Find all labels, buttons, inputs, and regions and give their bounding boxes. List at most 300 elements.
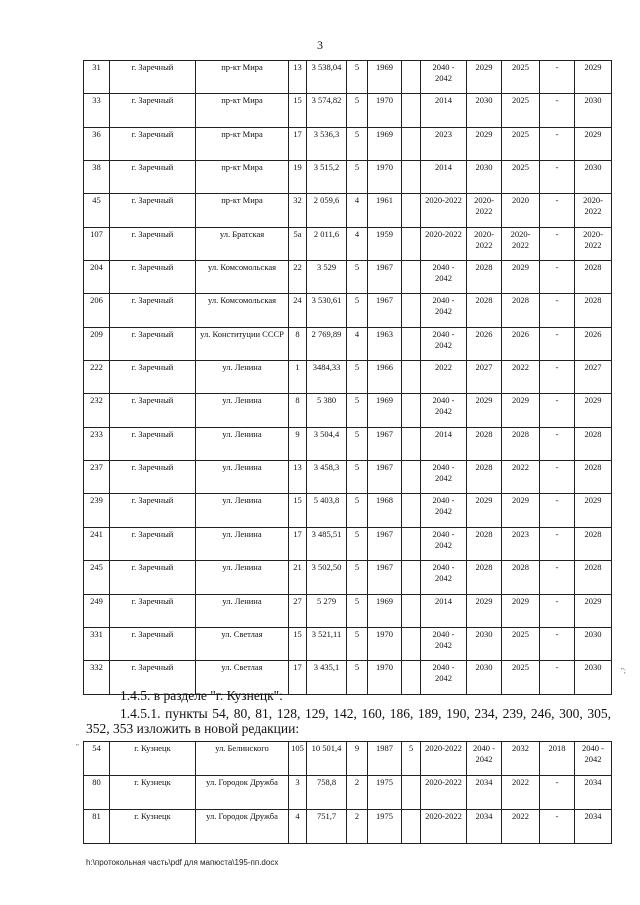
cell-row-number: 206 xyxy=(84,294,110,327)
cell-engineering-year: 2028 xyxy=(502,561,540,594)
cell-area: 3 521,11 xyxy=(307,627,347,660)
cell-area: 2 769,89 xyxy=(307,327,347,360)
cell-area: 2 059,6 xyxy=(307,194,347,227)
cell-area: 5 279 xyxy=(307,594,347,627)
cell-floors: 5 xyxy=(347,427,368,460)
cell-floors: 4 xyxy=(347,227,368,260)
cell-street: ул. Ленина xyxy=(196,494,289,527)
cell-roof-year: 2030 xyxy=(467,627,502,660)
cell-row-number: 38 xyxy=(84,161,110,194)
cell-roof-year: 2020-2022 xyxy=(467,194,502,227)
cell-house-number: 32 xyxy=(289,194,307,227)
table-row xyxy=(84,161,612,194)
cell-roof-year: 2028 xyxy=(467,427,502,460)
cell-area: 3 502,50 xyxy=(307,561,347,594)
cell-floors: 5 xyxy=(347,161,368,194)
cell-year-built: 1966 xyxy=(368,361,402,394)
cell-area: 3 485,51 xyxy=(307,527,347,560)
cell-street: ул. Ленина xyxy=(196,527,289,560)
cell-year-built: 1968 xyxy=(368,494,402,527)
table-row xyxy=(84,94,612,127)
cell-street: ул. Белинского xyxy=(196,742,289,776)
table-row xyxy=(84,561,612,594)
cell-facade-year: 2028 xyxy=(575,527,612,560)
cell-extra xyxy=(402,161,421,194)
cell-lift-year: - xyxy=(540,627,575,660)
cell-city: г. Заречный xyxy=(110,527,196,560)
cell-house-number: 3 xyxy=(289,776,307,810)
cell-area: 3 536,3 xyxy=(307,127,347,160)
cell-year-built: 1969 xyxy=(368,127,402,160)
cell-overhaul-period: 2040 - 2042 xyxy=(421,461,467,494)
cell-lift-year: - xyxy=(540,361,575,394)
cell-roof-year: 2020-2022 xyxy=(467,227,502,260)
cell-facade-year: 2028 xyxy=(575,561,612,594)
cell-city: г. Заречный xyxy=(110,161,196,194)
cell-year-built: 1987 xyxy=(368,742,402,776)
cell-overhaul-period: 2040 - 2042 xyxy=(421,627,467,660)
table-row xyxy=(84,327,612,360)
cell-street: ул. Комсомольская xyxy=(196,294,289,327)
cell-year-built: 1975 xyxy=(368,776,402,810)
cell-row-number: 232 xyxy=(84,394,110,427)
cell-floors: 9 xyxy=(347,742,368,776)
cell-row-number: 209 xyxy=(84,327,110,360)
cell-area: 3 574,82 xyxy=(307,94,347,127)
cell-overhaul-period: 2040 - 2042 xyxy=(421,561,467,594)
cell-row-number: 80 xyxy=(84,776,110,810)
cell-row-number: 222 xyxy=(84,361,110,394)
cell-floors: 5 xyxy=(347,594,368,627)
cell-extra xyxy=(402,327,421,360)
cell-floors: 5 xyxy=(347,94,368,127)
cell-lift-year: - xyxy=(540,494,575,527)
cell-overhaul-period: 2020-2022 xyxy=(421,742,467,776)
cell-city: г. Заречный xyxy=(110,427,196,460)
table-row xyxy=(84,810,612,844)
cell-engineering-year: 2029 xyxy=(502,261,540,294)
cell-city: г. Заречный xyxy=(110,661,196,694)
cell-area: 3 458,3 xyxy=(307,461,347,494)
footer-file-path: h:\протокольная часть\pdf для мапюста\195-пп.docx xyxy=(86,858,279,867)
cell-overhaul-period: 2040 - 2042 xyxy=(421,394,467,427)
cell-facade-year: 2040 - 2042 xyxy=(575,742,612,776)
cell-house-number: 22 xyxy=(289,261,307,294)
cell-lift-year: - xyxy=(540,810,575,844)
cell-roof-year: 2040 - 2042 xyxy=(467,742,502,776)
cell-engineering-year: 2020 xyxy=(502,194,540,227)
cell-extra xyxy=(402,527,421,560)
cell-extra xyxy=(402,361,421,394)
cell-facade-year: 2029 xyxy=(575,594,612,627)
table-row xyxy=(84,394,612,427)
section-paragraph: 1.4.5.1. пункты 54, 80, 81, 128, 129, 142, 160, 186, 189, 190, 234, 239, 246, 300, 305, 352, 353 изложить в новой редакции: xyxy=(86,706,611,736)
cell-engineering-year: 2029 xyxy=(502,494,540,527)
cell-city: г. Заречный xyxy=(110,627,196,660)
cell-facade-year: 2034 xyxy=(575,776,612,810)
opening-quote-mark: " xyxy=(76,743,79,751)
cell-facade-year: 2028 xyxy=(575,261,612,294)
cell-extra xyxy=(402,461,421,494)
table-row xyxy=(84,627,612,660)
cell-roof-year: 2029 xyxy=(467,594,502,627)
cell-street: ул. Ленина xyxy=(196,461,289,494)
cell-engineering-year: 2025 xyxy=(502,127,540,160)
cell-city: г. Заречный xyxy=(110,194,196,227)
table-row xyxy=(84,194,612,227)
cell-roof-year: 2028 xyxy=(467,261,502,294)
table-row xyxy=(84,61,612,94)
cell-street: ул. Ленина xyxy=(196,594,289,627)
cell-house-number: 17 xyxy=(289,527,307,560)
cell-roof-year: 2029 xyxy=(467,61,502,94)
cell-floors: 2 xyxy=(347,810,368,844)
cell-floors: 5 xyxy=(347,261,368,294)
table-row xyxy=(84,261,612,294)
cell-house-number: 8 xyxy=(289,327,307,360)
cell-floors: 5 xyxy=(347,527,368,560)
cell-roof-year: 2030 xyxy=(467,161,502,194)
cell-roof-year: 2026 xyxy=(467,327,502,360)
cell-row-number: 237 xyxy=(84,461,110,494)
table-row xyxy=(84,527,612,560)
cell-facade-year: 2030 xyxy=(575,661,612,694)
cell-street: ул. Ленина xyxy=(196,427,289,460)
cell-house-number: 5а xyxy=(289,227,307,260)
cell-extra xyxy=(402,94,421,127)
cell-city: г. Кузнецк xyxy=(110,742,196,776)
table-row xyxy=(84,361,612,394)
cell-lift-year: - xyxy=(540,61,575,94)
cell-row-number: 54 xyxy=(84,742,110,776)
cell-row-number: 249 xyxy=(84,594,110,627)
cell-area: 3 515,2 xyxy=(307,161,347,194)
cell-area: 758,8 xyxy=(307,776,347,810)
cell-city: г. Заречный xyxy=(110,594,196,627)
cell-roof-year: 2029 xyxy=(467,127,502,160)
cell-overhaul-period: 2040 - 2042 xyxy=(421,327,467,360)
cell-engineering-year: 2032 xyxy=(502,742,540,776)
cell-house-number: 17 xyxy=(289,661,307,694)
cell-engineering-year: 2025 xyxy=(502,661,540,694)
cell-street: ул. Ленина xyxy=(196,394,289,427)
cell-lift-year: - xyxy=(540,127,575,160)
cell-roof-year: 2030 xyxy=(467,661,502,694)
closing-quote-mark: "; xyxy=(621,667,626,675)
cell-city: г. Заречный xyxy=(110,361,196,394)
cell-roof-year: 2028 xyxy=(467,561,502,594)
cell-engineering-year: 2028 xyxy=(502,427,540,460)
table-row xyxy=(84,494,612,527)
cell-overhaul-period: 2022 xyxy=(421,361,467,394)
cell-house-number: 4 xyxy=(289,810,307,844)
cell-year-built: 1969 xyxy=(368,594,402,627)
cell-facade-year: 2030 xyxy=(575,161,612,194)
cell-lift-year: - xyxy=(540,461,575,494)
cell-floors: 5 xyxy=(347,394,368,427)
cell-facade-year: 2034 xyxy=(575,810,612,844)
cell-overhaul-period: 2020-2022 xyxy=(421,776,467,810)
cell-lift-year: - xyxy=(540,327,575,360)
cell-overhaul-period: 2040 - 2042 xyxy=(421,494,467,527)
cell-row-number: 331 xyxy=(84,627,110,660)
cell-extra xyxy=(402,810,421,844)
cell-house-number: 9 xyxy=(289,427,307,460)
cell-overhaul-period: 2023 xyxy=(421,127,467,160)
cell-extra xyxy=(402,627,421,660)
cell-engineering-year: 2025 xyxy=(502,61,540,94)
cell-roof-year: 2028 xyxy=(467,294,502,327)
cell-facade-year: 2020-2022 xyxy=(575,227,612,260)
cell-row-number: 204 xyxy=(84,261,110,294)
table-row xyxy=(84,742,612,776)
cell-facade-year: 2020-2022 xyxy=(575,194,612,227)
cell-house-number: 21 xyxy=(289,561,307,594)
cell-year-built: 1970 xyxy=(368,661,402,694)
cell-lift-year: 2018 xyxy=(540,742,575,776)
cell-year-built: 1975 xyxy=(368,810,402,844)
cell-house-number: 8 xyxy=(289,394,307,427)
cell-street: ул. Ленина xyxy=(196,361,289,394)
cell-lift-year: - xyxy=(540,527,575,560)
table-row xyxy=(84,294,612,327)
cell-year-built: 1963 xyxy=(368,327,402,360)
cell-overhaul-period: 2014 xyxy=(421,594,467,627)
cell-overhaul-period: 2020-2022 xyxy=(421,810,467,844)
cell-roof-year: 2028 xyxy=(467,461,502,494)
cell-overhaul-period: 2020-2022 xyxy=(421,227,467,260)
cell-lift-year: - xyxy=(540,227,575,260)
housing-table-kuznetsk xyxy=(83,741,612,844)
cell-row-number: 239 xyxy=(84,494,110,527)
cell-street: пр-кт Мира xyxy=(196,194,289,227)
cell-area: 3 530,61 xyxy=(307,294,347,327)
cell-facade-year: 2027 xyxy=(575,361,612,394)
cell-street: пр-кт Мира xyxy=(196,161,289,194)
cell-street: ул. Братская xyxy=(196,227,289,260)
cell-engineering-year: 2025 xyxy=(502,94,540,127)
cell-floors: 5 xyxy=(347,461,368,494)
cell-extra xyxy=(402,394,421,427)
cell-overhaul-period: 2020-2022 xyxy=(421,194,467,227)
cell-roof-year: 2030 xyxy=(467,94,502,127)
cell-year-built: 1969 xyxy=(368,394,402,427)
cell-extra xyxy=(402,294,421,327)
cell-extra xyxy=(402,127,421,160)
cell-facade-year: 2028 xyxy=(575,461,612,494)
cell-facade-year: 2030 xyxy=(575,627,612,660)
cell-house-number: 24 xyxy=(289,294,307,327)
table-row xyxy=(84,461,612,494)
cell-city: г. Заречный xyxy=(110,261,196,294)
page-number: 3 xyxy=(317,38,323,52)
cell-street: ул. Городок Дружба xyxy=(196,776,289,810)
cell-house-number: 105 xyxy=(289,742,307,776)
cell-row-number: 107 xyxy=(84,227,110,260)
cell-city: г. Заречный xyxy=(110,494,196,527)
cell-house-number: 27 xyxy=(289,594,307,627)
cell-overhaul-period: 2040 - 2042 xyxy=(421,61,467,94)
cell-year-built: 1967 xyxy=(368,261,402,294)
section-heading: 1.4.5. в разделе "г. Кузнецк": xyxy=(120,688,283,703)
cell-facade-year: 2028 xyxy=(575,294,612,327)
cell-roof-year: 2034 xyxy=(467,810,502,844)
cell-extra xyxy=(402,494,421,527)
cell-roof-year: 2028 xyxy=(467,527,502,560)
cell-year-built: 1967 xyxy=(368,427,402,460)
cell-area: 3 504,4 xyxy=(307,427,347,460)
cell-row-number: 81 xyxy=(84,810,110,844)
cell-floors: 5 xyxy=(347,661,368,694)
cell-row-number: 241 xyxy=(84,527,110,560)
cell-street: ул. Городок Дружба xyxy=(196,810,289,844)
cell-lift-year: - xyxy=(540,261,575,294)
cell-engineering-year: 2022 xyxy=(502,461,540,494)
cell-street: пр-кт Мира xyxy=(196,61,289,94)
cell-year-built: 1967 xyxy=(368,561,402,594)
cell-year-built: 1961 xyxy=(368,194,402,227)
cell-facade-year: 2029 xyxy=(575,394,612,427)
cell-extra: 5 xyxy=(402,742,421,776)
cell-lift-year: - xyxy=(540,294,575,327)
cell-street: пр-кт Мира xyxy=(196,127,289,160)
cell-roof-year: 2027 xyxy=(467,361,502,394)
cell-floors: 5 xyxy=(347,127,368,160)
cell-house-number: 17 xyxy=(289,127,307,160)
cell-house-number: 1 xyxy=(289,361,307,394)
cell-lift-year: - xyxy=(540,661,575,694)
cell-city: г. Кузнецк xyxy=(110,810,196,844)
cell-overhaul-period: 2014 xyxy=(421,94,467,127)
cell-overhaul-period: 2014 xyxy=(421,427,467,460)
cell-city: г. Заречный xyxy=(110,394,196,427)
cell-row-number: 332 xyxy=(84,661,110,694)
cell-floors: 5 xyxy=(347,61,368,94)
cell-city: г. Заречный xyxy=(110,461,196,494)
cell-extra xyxy=(402,261,421,294)
cell-year-built: 1970 xyxy=(368,94,402,127)
cell-lift-year: - xyxy=(540,94,575,127)
cell-facade-year: 2029 xyxy=(575,494,612,527)
cell-extra xyxy=(402,427,421,460)
cell-house-number: 15 xyxy=(289,494,307,527)
cell-city: г. Заречный xyxy=(110,61,196,94)
cell-extra xyxy=(402,61,421,94)
cell-lift-year: - xyxy=(540,561,575,594)
table-row xyxy=(84,427,612,460)
table-row xyxy=(84,127,612,160)
cell-area: 3 538,04 xyxy=(307,61,347,94)
cell-year-built: 1967 xyxy=(368,461,402,494)
cell-area: 3 435,1 xyxy=(307,661,347,694)
cell-city: г. Заречный xyxy=(110,227,196,260)
cell-facade-year: 2029 xyxy=(575,61,612,94)
cell-area: 5 380 xyxy=(307,394,347,427)
cell-area: 2 011,6 xyxy=(307,227,347,260)
cell-floors: 2 xyxy=(347,776,368,810)
cell-lift-year: - xyxy=(540,161,575,194)
cell-area: 3 529 xyxy=(307,261,347,294)
cell-city: г. Кузнецк xyxy=(110,776,196,810)
cell-floors: 5 xyxy=(347,561,368,594)
table-row xyxy=(84,776,612,810)
cell-floors: 5 xyxy=(347,627,368,660)
cell-engineering-year: 2023 xyxy=(502,527,540,560)
cell-area: 3484,33 xyxy=(307,361,347,394)
cell-engineering-year: 2020-2022 xyxy=(502,227,540,260)
cell-house-number: 15 xyxy=(289,94,307,127)
cell-engineering-year: 2022 xyxy=(502,361,540,394)
cell-facade-year: 2026 xyxy=(575,327,612,360)
cell-lift-year: - xyxy=(540,427,575,460)
cell-overhaul-period: 2014 xyxy=(421,161,467,194)
cell-street: ул. Светлая xyxy=(196,661,289,694)
cell-floors: 5 xyxy=(347,361,368,394)
cell-lift-year: - xyxy=(540,394,575,427)
cell-street: ул. Комсомольская xyxy=(196,261,289,294)
cell-street: ул. Ленина xyxy=(196,561,289,594)
cell-city: г. Заречный xyxy=(110,294,196,327)
cell-lift-year: - xyxy=(540,776,575,810)
cell-overhaul-period: 2040 - 2042 xyxy=(421,261,467,294)
cell-extra xyxy=(402,776,421,810)
cell-engineering-year: 2029 xyxy=(502,394,540,427)
cell-house-number: 13 xyxy=(289,461,307,494)
cell-extra xyxy=(402,227,421,260)
cell-house-number: 13 xyxy=(289,61,307,94)
table-row xyxy=(84,594,612,627)
housing-table-zarechny xyxy=(83,60,612,695)
cell-extra xyxy=(402,594,421,627)
cell-facade-year: 2028 xyxy=(575,427,612,460)
cell-extra xyxy=(402,561,421,594)
cell-overhaul-period: 2040 - 2042 xyxy=(421,661,467,694)
cell-year-built: 1959 xyxy=(368,227,402,260)
cell-roof-year: 2029 xyxy=(467,394,502,427)
cell-extra xyxy=(402,194,421,227)
cell-engineering-year: 2028 xyxy=(502,294,540,327)
cell-row-number: 45 xyxy=(84,194,110,227)
cell-city: г. Заречный xyxy=(110,94,196,127)
cell-engineering-year: 2022 xyxy=(502,776,540,810)
cell-row-number: 33 xyxy=(84,94,110,127)
cell-year-built: 1967 xyxy=(368,294,402,327)
cell-floors: 5 xyxy=(347,294,368,327)
cell-roof-year: 2034 xyxy=(467,776,502,810)
cell-street: ул. Конституции СССР xyxy=(196,327,289,360)
cell-city: г. Заречный xyxy=(110,127,196,160)
cell-facade-year: 2029 xyxy=(575,127,612,160)
cell-engineering-year: 2022 xyxy=(502,810,540,844)
cell-overhaul-period: 2040 - 2042 xyxy=(421,294,467,327)
cell-lift-year: - xyxy=(540,594,575,627)
cell-row-number: 31 xyxy=(84,61,110,94)
cell-roof-year: 2029 xyxy=(467,494,502,527)
cell-row-number: 233 xyxy=(84,427,110,460)
cell-street: пр-кт Мира xyxy=(196,94,289,127)
cell-area: 751,7 xyxy=(307,810,347,844)
cell-floors: 4 xyxy=(347,194,368,227)
cell-city: г. Заречный xyxy=(110,561,196,594)
cell-year-built: 1970 xyxy=(368,627,402,660)
cell-street: ул. Светлая xyxy=(196,627,289,660)
cell-city: г. Заречный xyxy=(110,327,196,360)
cell-engineering-year: 2026 xyxy=(502,327,540,360)
table-row xyxy=(84,227,612,260)
cell-house-number: 19 xyxy=(289,161,307,194)
cell-facade-year: 2030 xyxy=(575,94,612,127)
cell-row-number: 36 xyxy=(84,127,110,160)
